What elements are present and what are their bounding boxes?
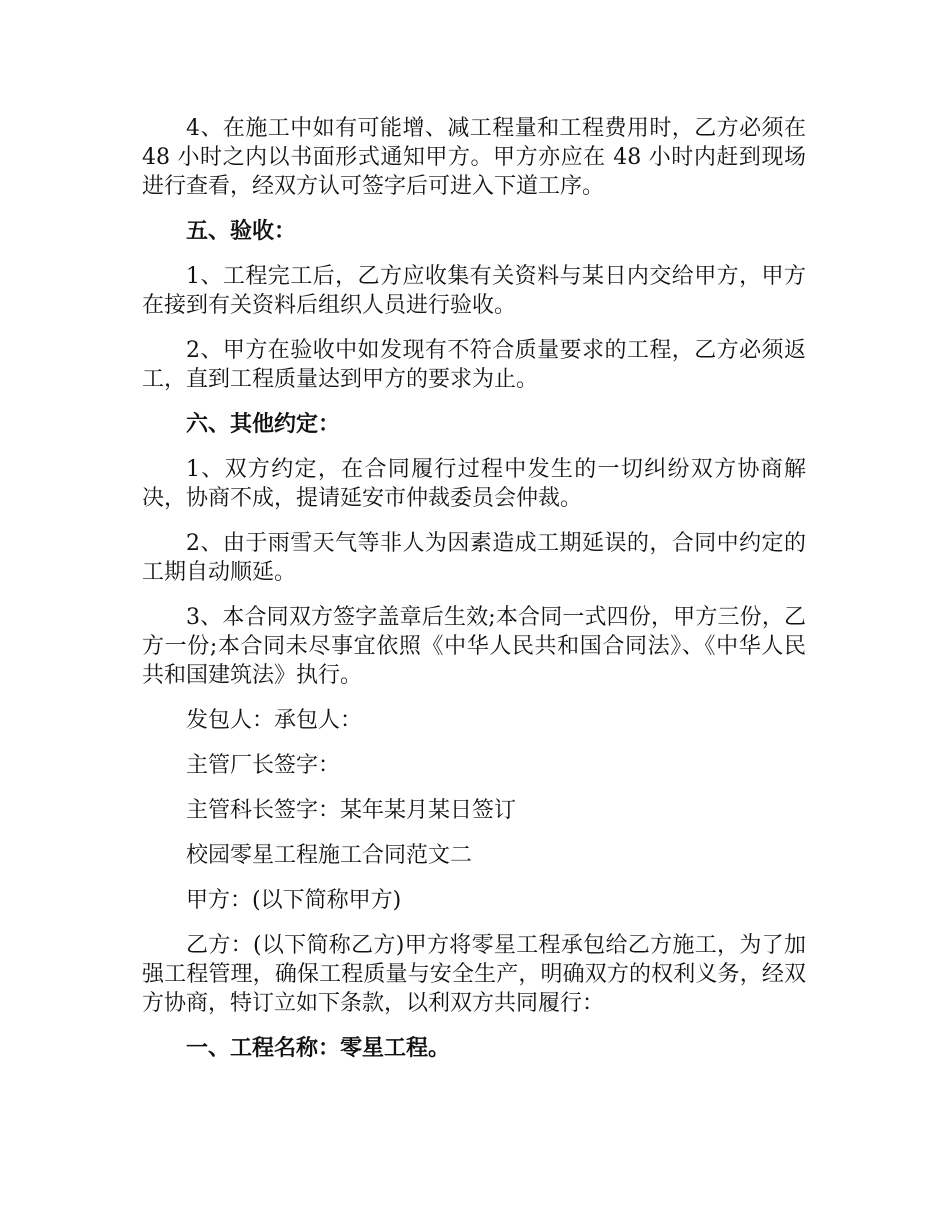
section-6-heading: 六、其他约定： bbox=[186, 412, 341, 437]
other-clause-2: 2、由于雨雪天气等非人为因素造成工期延误的，合同中约定的工期自动顺延。 bbox=[142, 531, 806, 585]
acceptance-clause-1: 1、工程完工后，乙方应收集有关资料与某日内交给甲方，甲方在接到有关资料后组织人员进行验收。 bbox=[142, 264, 806, 318]
section-chief-signature-line: 主管科长签字：某年某月某日签订 bbox=[186, 798, 517, 823]
contract-sample-title: 校园零星工程施工合同范文二 bbox=[186, 843, 473, 868]
other-clause-1: 1、双方约定，在合同履行过程中发生的一切纠纷双方协商解决，协商不成，提请延安市仲裁委员会仲裁。 bbox=[142, 457, 806, 511]
acceptance-clause-2: 2、甲方在验收中如发现有不符合质量要求的工程，乙方必须返工，直到工程质量达到甲方的要求为止。 bbox=[142, 338, 806, 392]
party-a-line: 甲方：(以下简称甲方) bbox=[186, 888, 402, 913]
document-page bbox=[142, 114, 806, 1079]
factory-director-signature-line: 主管厂长签字： bbox=[186, 753, 341, 778]
parties-line: 发包人：承包人： bbox=[186, 708, 363, 733]
clause-4-paragraph: 4、在施工中如有可能增、减工程量和工程费用时，乙方必须在 48 小时之内以书面形式通知甲方。甲方亦应在 48 小时内赶到现场进行查看，经双方认可签字后可进入下道工序。 bbox=[142, 116, 806, 199]
party-b-paragraph: 乙方：(以下简称乙方)甲方将零星工程承包给乙方施工，为了加强工程管理，确保工程质量与安全生产，明确双方的权利义务，经双方协商，特订立如下条款，以利双方共同履行： bbox=[142, 933, 806, 1016]
other-clause-3: 3、本合同双方签字盖章后生效;本合同一式四份，甲方三份，乙方一份;本合同未尽事宜依照《中华人民共和国合同法》、《中华人民共和国建筑法》执行。 bbox=[142, 605, 806, 688]
section-1-heading: 一、工程名称：零星工程。 bbox=[186, 1036, 451, 1061]
section-5-heading: 五、验收： bbox=[186, 219, 297, 244]
